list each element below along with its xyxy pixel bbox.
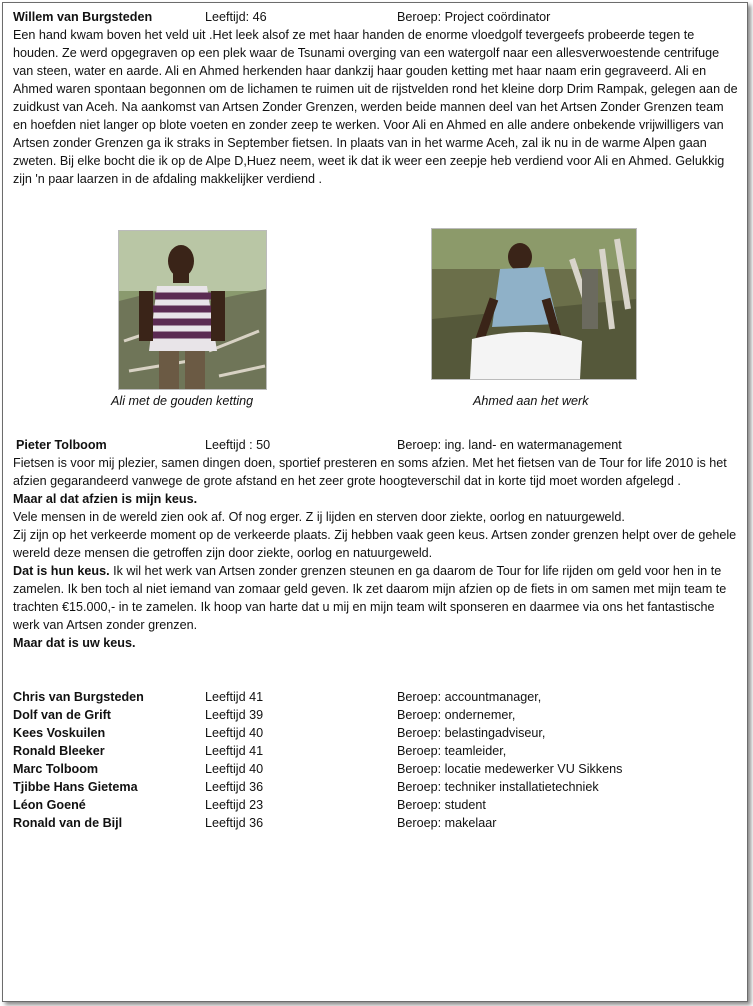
person1-name: Willem van Burgsteden (13, 10, 153, 24)
team-member-name: Marc Tolboom (13, 762, 99, 776)
team-member-job: Beroep: techniker installatietechniek (397, 780, 599, 794)
ahmed-photo-image (432, 229, 636, 379)
team-member-age: Leeftijd 41 (205, 744, 264, 758)
team-member-age: Leeftijd 36 (205, 780, 264, 794)
document-content (13, 8, 741, 832)
person2-heading-1: Maar al dat afzien is mijn keus. (13, 492, 198, 506)
team-member-name: Chris van Burgsteden (13, 690, 144, 704)
team-list (13, 688, 741, 832)
team-member-job: Beroep: locatie medewerker VU Sikkens (397, 762, 623, 776)
person2-paragraph-2: Vele mensen in de wereld zien ook af. Of nog erger. Z ij lijden en sterven door ziekte, oorlog en natuurgeweld. (13, 510, 625, 524)
team-member (13, 688, 741, 706)
team-member-job: Beroep: accountmanager, (397, 690, 542, 704)
person1-story: Een hand kwam boven het veld uit .Het leek alsof ze met haar handen de enorme vloedgolf tevergeefs probeerde tegen te houden. Ze werd opgegraven op een plek waar de Tsunami overging van een watergolf naar een allesverwoestende centrifuge van steen, water en aarde. Ali en Ahmed herkenden haar dankzij haar gouden ketting met haar naam erin gegraveerd. Ali en Ahmed waren spontaan begonnen om de lichamen te ruimen uit de rijstvelden rond het kleine dorp Drim Rampak, gelegen aan de zuidkust van Aceh. Na aankomst van Artsen Zonder Grenzen, werden beide mannen deel van het Artsen Zonder Grenzen team en hoefden niet langer op blote voeten en zonder zeep te werken. Voor Ali en Ahmed en alle andere onbekende vrijwilligers van Artsen zonder Grenzen ga ik straks in September fietsen. In plaats van in het warme Aceh, zal ik nu in de warme Alpen gaan zweten. Bij elke bocht die ik op de Alpe D,Huez neem, weet ik dat ik weer een zeepje heb verdiend voor Ali en Ahmed. Gelukkig zijn 'n paar laarzen in de afdaling makkelijker verdiend . (13, 28, 738, 186)
person2-paragraph-1: Fietsen is voor mij plezier, samen dingen doen, sportief presteren en soms afzien. Met het fietsen van de Tour for life 2010 is het afzien gegarandeerd vanwege de grote afstand en het zeer grote hoogteverschil dat in korte tijd moet worden afgelegd . (13, 456, 727, 488)
team-member (13, 724, 741, 742)
team-member-job: Beroep: makelaar (397, 816, 497, 830)
team-member-name: Dolf van de Grift (13, 708, 111, 722)
person1-job: Beroep: Project coördinator (397, 10, 551, 24)
person2-heading-2: Dat is hun keus. (13, 564, 110, 578)
photo-section (13, 188, 741, 428)
person2-age: Leeftijd : 50 (205, 438, 271, 452)
team-member-job: Beroep: teamleider, (397, 744, 507, 758)
team-member-name: Tjibbe Hans Gietema (13, 780, 138, 794)
person2-paragraph-4-text: Ik wil het werk van Artsen zonder grenzen steunen en ga daarom de Tour for life rijden om geld voor hen in te zamelen. Ik ben toch al niet iemand van zomaar geld geven. Ik zet daarom mijn afzien op de fiets in om samen met mijn team te trachten €15.000,- in te zamelen. Ik hoop van harte dat u mij en mijn team wilt sponseren en daarmee via ons het fantastische werk van Artsen zonder grenzen. (13, 564, 727, 632)
person2-job: Beroep: ing. land- en watermanagement (397, 438, 622, 452)
team-member-age: Leeftijd 36 (205, 816, 264, 830)
team-member-age: Leeftijd 39 (205, 708, 264, 722)
team-member-name: Ronald Bleeker (13, 744, 105, 758)
person1-header (13, 8, 741, 26)
team-member-name: Kees Voskuilen (13, 726, 106, 740)
team-member-age: Leeftijd 41 (205, 690, 264, 704)
caption-ali: Ali met de gouden ketting (111, 394, 254, 408)
team-member (13, 778, 741, 796)
caption-ahmed: Ahmed aan het werk (473, 394, 589, 408)
team-member-job: Beroep: student (397, 798, 486, 812)
person2-heading-3: Maar dat is uw keus. (13, 636, 136, 650)
document-page (2, 2, 748, 1002)
team-member (13, 814, 741, 832)
team-member-job: Beroep: belastingadviseur, (397, 726, 546, 740)
team-member-age: Leeftijd 40 (205, 762, 264, 776)
team-member-age: Leeftijd 40 (205, 726, 264, 740)
team-member-job: Beroep: ondernemer, (397, 708, 516, 722)
team-member (13, 706, 741, 724)
person1-age: Leeftijd: 46 (205, 10, 267, 24)
person2-header (13, 436, 741, 454)
team-member-name: Ronald van de Bijl (13, 816, 123, 830)
photo-ahmed (431, 228, 637, 380)
team-member (13, 796, 741, 814)
person2-paragraph-3: Zij zijn op het verkeerde moment op de verkeerde plaats. Zij hebben vaak geen keus. Artsen zonder grenzen helpt over de gehele wereld deze mensen die getroffen zijn door ziekte, oorlog en natuurgeweld. (13, 528, 737, 560)
team-member (13, 760, 741, 778)
ali-photo-image (119, 231, 266, 389)
team-member-age: Leeftijd 23 (205, 798, 264, 812)
person2-name: Pieter Tolboom (16, 438, 107, 452)
photo-ali (118, 230, 267, 390)
team-member (13, 742, 741, 760)
person2-paragraph-4 (13, 562, 741, 634)
team-member-name: Léon Goené (13, 798, 86, 812)
